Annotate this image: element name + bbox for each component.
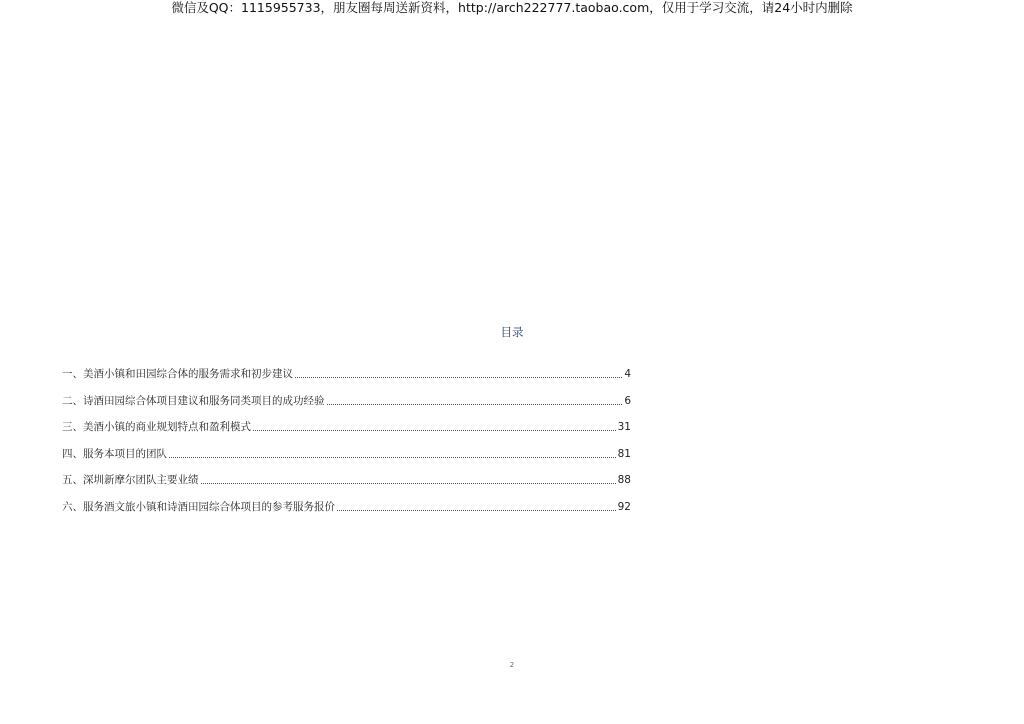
- toc-dot-leader: [169, 457, 616, 458]
- toc-entry-page: 92: [617, 500, 631, 513]
- toc-dot-leader: [295, 377, 622, 378]
- toc-entry-page: 88: [617, 474, 631, 487]
- toc-entry[interactable]: [62, 365, 631, 381]
- toc-entry[interactable]: [62, 445, 631, 461]
- watermark-banner: 微信及QQ：1115955733，朋友圈每周送新资料，http://arch222777.taobao.com，仅用于学习交流，请24小时内删除: [171, 0, 853, 15]
- toc-entry-page: 81: [617, 447, 631, 460]
- toc-dot-leader: [327, 404, 623, 405]
- toc-entry[interactable]: [62, 418, 631, 434]
- toc-entry-label: 一、美酒小镇和田园综合体的服务需求和初步建议: [62, 368, 293, 380]
- toc-dot-leader: [201, 483, 616, 484]
- toc-entry-label: 四、服务本项目的团队: [62, 447, 167, 460]
- toc-dot-leader: [337, 510, 616, 511]
- toc-entry[interactable]: [62, 471, 631, 487]
- toc-entry[interactable]: [62, 498, 631, 514]
- toc-entry-page: 6: [624, 394, 631, 407]
- table-of-contents: [62, 365, 631, 525]
- toc-entry-page: 4: [624, 368, 631, 380]
- toc-entry-page: 31: [617, 421, 631, 434]
- toc-entry-label: 六、服务酒文旅小镇和诗酒田园综合体项目的参考服务报价: [62, 500, 335, 513]
- toc-entry-label: 五、深圳新摩尔团队主要业绩: [62, 474, 199, 487]
- toc-dot-leader: [253, 430, 616, 431]
- page-number: 2: [509, 661, 515, 669]
- toc-entry-label: 二、诗酒田园综合体项目建议和服务同类项目的成功经验: [62, 394, 325, 407]
- toc-title: 目录: [500, 325, 524, 339]
- toc-entry[interactable]: [62, 392, 631, 408]
- toc-entry-label: 三、美酒小镇的商业规划特点和盈利模式: [62, 421, 251, 434]
